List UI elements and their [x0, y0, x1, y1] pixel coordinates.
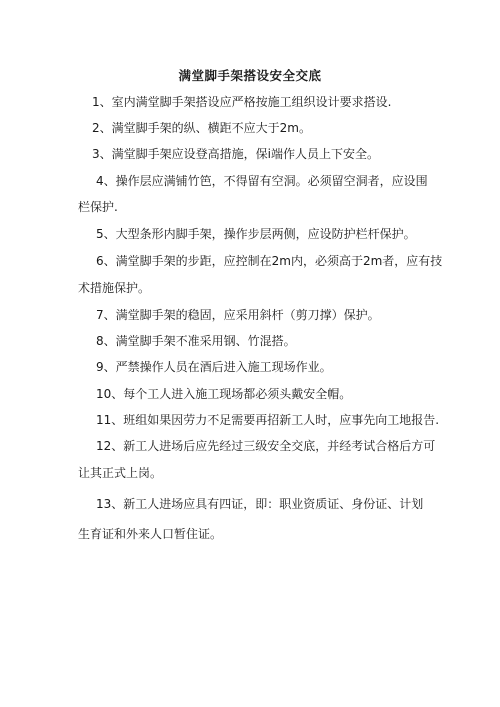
- item-5: 5、大型条形内脚手架，操作步层两侧，应设防护栏杆保护。: [96, 227, 416, 241]
- item-13: 13、新工人进场应具有四证，即：职业资质证、身份证、计划: [96, 497, 424, 511]
- item-7: 7、满堂脚手架的稳固，应采用斜杆（剪刀撑）保护。: [96, 308, 380, 322]
- item-13-continued: 生育证和外来人口暂住证。: [78, 527, 223, 541]
- item-1: 1、室内满堂脚手架搭设应严格按施工组织设计要求搭设.: [92, 95, 392, 109]
- item-4: 4、操作层应满铺竹笆，不得留有空洞。必须留空洞者，应设围: [96, 174, 428, 188]
- item-2: 2、满堂脚手架的纵、横距不应大于2m。: [92, 121, 311, 135]
- item-8: 8、满堂脚手架不准采用钢、竹混搭。: [96, 334, 296, 348]
- item-10: 10、每个工人进入施工现场都必须头戴安全帽。: [96, 387, 352, 401]
- item-12-continued: 让其正式上岗。: [78, 466, 163, 480]
- item-4-continued: 栏保护.: [78, 200, 118, 214]
- document-title: 满堂脚手架搭设安全交底: [178, 68, 322, 83]
- item-6-continued: 术措施保护。: [78, 281, 151, 295]
- item-3: 3、满堂脚手架应设登高措施，保i端作人员上下安全。: [92, 147, 379, 161]
- item-9: 9、严禁操作人员在酒后进入施工现场作业。: [96, 360, 332, 374]
- item-6: 6、满堂脚手架的步距，应控制在2m内，必须高于2m者，应有技: [96, 254, 443, 268]
- item-11: 11、班组如果因劳力不足需要再招新工人时，应事先向工地报告.: [96, 413, 440, 427]
- item-12: 12、新工人进场后应先经过三级安全交底，并经考试合格后方可: [96, 439, 436, 453]
